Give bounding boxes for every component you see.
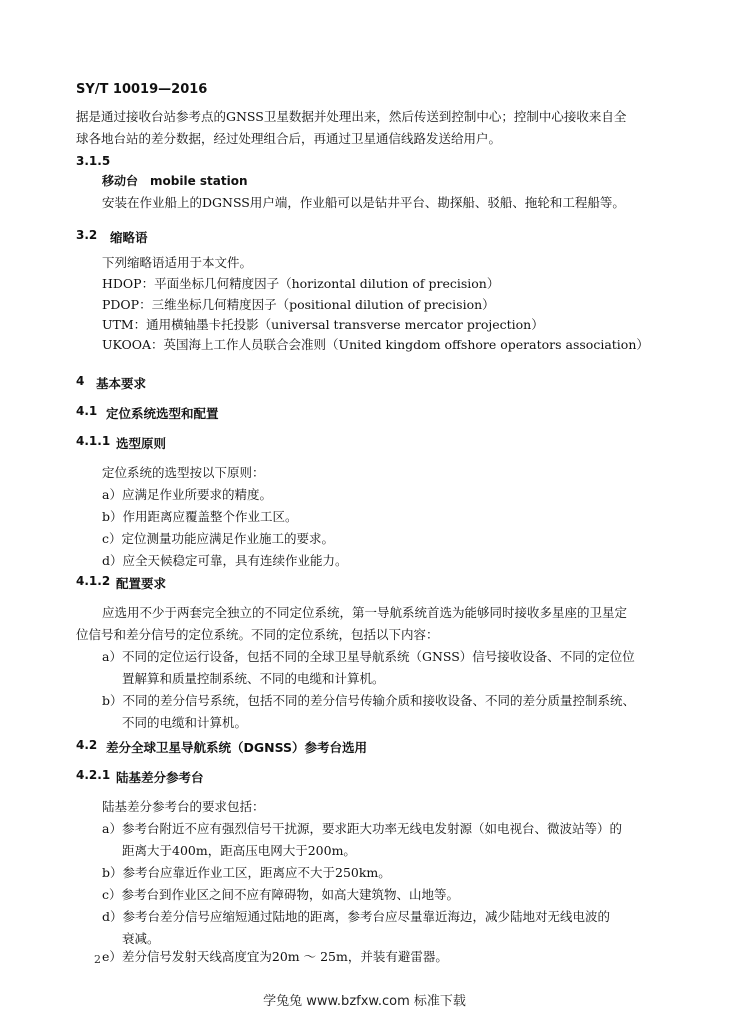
section-3-2-number: 3.2 (76, 228, 98, 242)
section-4-2-number: 4.2 (76, 738, 98, 752)
section-3-1-5-number: 3.1.5 (76, 154, 111, 168)
section-4-1-2-title: 配置要求 (116, 576, 167, 591)
abbrev-hdop: HDOP：平面坐标几何精度因子（horizontal dilution of precision） (102, 276, 500, 291)
reference-item-c: c）参考台到作业区之间不应有障碍物，如高大建筑物、山地等。 (102, 887, 460, 902)
section-3-1-5-definition: 安装在作业船上的DGNSS用户端，作业船可以是钻井平台、勘探船、驳船、拖轮和工程船等。 (102, 195, 625, 210)
section-4-2-title: 差分全球卫星导航系统（DGNSS）参考台选用 (106, 740, 368, 755)
section-4-1-title: 定位系统选型和配置 (106, 406, 219, 421)
reference-item-d-line-2: 衰减。 (122, 931, 160, 946)
intro-line-2: 球各地台站的差分数据，经过处理组合后，再通过卫星通信线路发送给用户。 (76, 131, 502, 146)
section-3-1-5-term: 移动台 mobile station (102, 174, 248, 188)
config-item-b-line-1: b）不同的差分信号系统，包括不同的差分信号传输介质和接收设备、不同的差分质量控制系统、 (102, 693, 636, 708)
selection-intro: 定位系统的选型按以下原则： (102, 465, 265, 480)
standard-id-header: SY/T 10019—2016 (76, 82, 208, 97)
abbrev-ukooa: UKOOA：英国海上工作人员联合会准则（United kingdom offshore operators association） (102, 337, 649, 352)
section-4-1-1-number: 4.1.1 (76, 434, 111, 448)
reference-item-a-line-1: a）参考台附近不应有强烈信号干扰源，要求距大功率无线电发射源（如电视台、微波站等）的 (102, 821, 622, 836)
selection-item-a: a）应满足作业所要求的精度。 (102, 487, 272, 502)
selection-item-c: c）定位测量功能应满足作业施工的要求。 (102, 531, 335, 546)
config-item-b-line-2: 不同的电缆和计算机。 (122, 715, 248, 730)
abbrev-pdop: PDOP：三维坐标几何精度因子（positional dilution of precision） (102, 297, 495, 312)
section-4-title: 基本要求 (96, 376, 147, 391)
selection-item-b: b）作用距离应覆盖整个作业工区。 (102, 509, 298, 524)
section-4-2-1-number: 4.2.1 (76, 768, 111, 782)
reference-intro: 陆基差分参考台的要求包括： (102, 799, 265, 814)
section-4-1-1-title: 选型原则 (116, 436, 167, 451)
section-4-1-number: 4.1 (76, 404, 98, 418)
reference-item-d-line-1: d）参考台差分信号应缩短通过陆地的距离，参考台应尽量靠近海边，减少陆地对无线电波的 (102, 909, 611, 924)
section-3-2-title: 缩略语 (110, 230, 148, 245)
config-para-line-1: 应选用不少于两套完全独立的不同定位系统，第一导航系统首选为能够同时接收多星座的卫星定 (102, 605, 628, 620)
config-para-line-2: 位信号和差分信号的定位系统。不同的定位系统，包括以下内容： (76, 627, 439, 642)
abbrev-intro: 下列缩略语适用于本文件。 (102, 255, 253, 270)
abbrev-utm: UTM：通用横轴墨卡托投影（universal transverse mercator projection） (102, 317, 544, 332)
section-4-1-2-number: 4.1.2 (76, 574, 111, 588)
reference-item-b: b）参考台应靠近作业工区，距离应不大于250km。 (102, 865, 391, 880)
selection-item-d: d）应全天候稳定可靠，具有连续作业能力。 (102, 553, 348, 568)
intro-line-1: 据是通过接收台站参考点的GNSS卫星数据并处理出来，然后传送到控制中心；控制中心接收来自全 (76, 109, 627, 124)
config-item-a-line-2: 置解算和质量控制系统、不同的电缆和计算机。 (122, 671, 385, 686)
page-number: 2 (94, 953, 101, 966)
section-4-2-1-title: 陆基差分参考台 (116, 770, 204, 785)
site-footer: 学兔兔 www.bzfxw.com 标准下载 (263, 994, 466, 1009)
section-4-number: 4 (76, 374, 85, 388)
config-item-a-line-1: a）不同的定位运行设备，包括不同的全球卫星导航系统（GNSS）信号接收设备、不同的定位位 (102, 649, 635, 664)
reference-item-a-line-2: 距离大于400m，距高压电网大于200m。 (122, 843, 356, 858)
reference-item-e: e）差分信号发射天线高度宜为20m ～ 25m，并装有避雷器。 (102, 949, 448, 964)
